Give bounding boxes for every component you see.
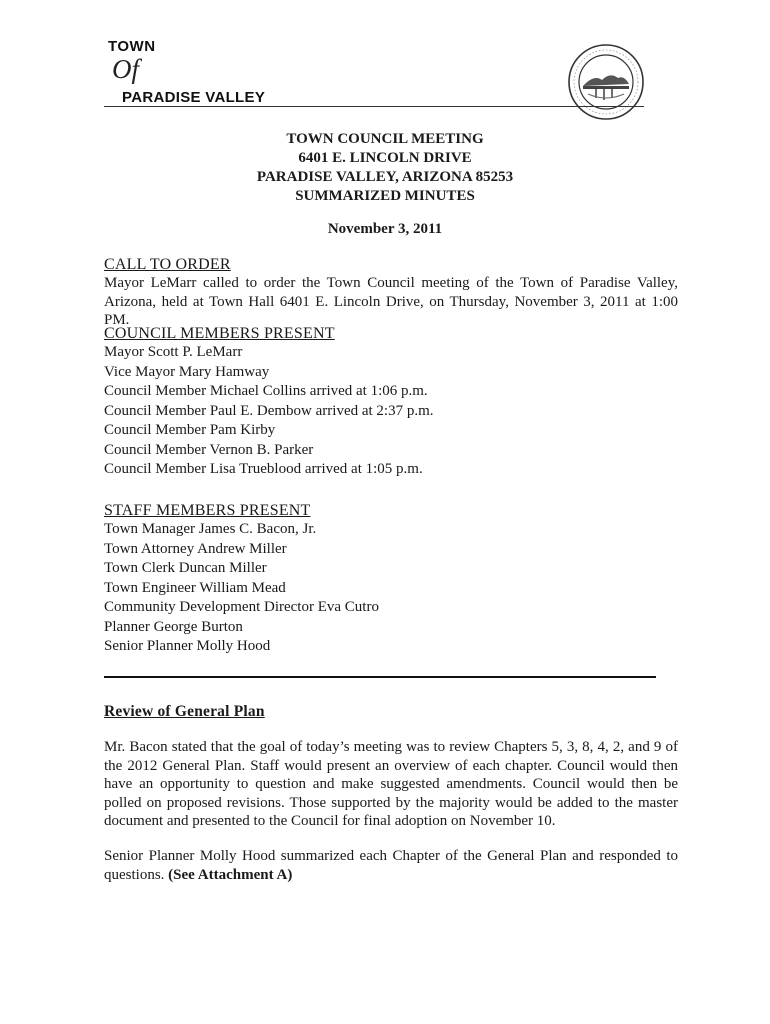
list-item: Council Member Lisa Trueblood arrived at 1:05 p.m. [104,461,423,477]
list-item: Council Member Pam Kirby [104,422,276,438]
list-item: Council Member Paul E. Dembow arrived at 2:37 p.m. [104,402,434,419]
letterhead-town: TOWN [108,38,156,55]
list-item: Vice Mayor Mary Hamway [104,363,270,380]
review-paragraph-2-text: Senior Planner Molly Hood summarized each Chapter of the General Plan and responded to questions. [104,848,678,883]
list-item: Community Development Director Eva Cutro [104,599,379,615]
list-item: Town Clerk Duncan Miller [104,560,267,576]
meeting-date: November 3, 2011 [327,221,443,237]
document-type: SUMMARIZED MINUTES [295,188,475,204]
list-item: Town Engineer William Mead [104,579,286,596]
meeting-title: TOWN COUNCIL MEETING [286,131,484,147]
staff-members-list [104,520,379,657]
list-item: Senior Planner Molly Hood [104,638,271,654]
letterhead-paradise-valley: PARADISE VALLEY [122,89,266,106]
meeting-title-block [0,130,770,206]
list-item: Planner George Burton [104,618,243,635]
letterhead-divider [104,106,644,107]
list-item: Council Member Vernon B. Parker [104,441,314,458]
council-members-heading: COUNCIL MEMBERS PRESENT [104,325,335,342]
call-to-order-heading: CALL TO ORDER [104,256,231,273]
attachment-reference: (See Attachment A) [168,866,293,883]
council-members-list [104,343,434,480]
list-item: Town Attorney Andrew Miller [104,540,287,557]
section-divider [104,676,656,678]
review-paragraph-1: Mr. Bacon stated that the goal of today’s meeting was to review Chapters 5, 3, 8, 4, 2, and 9 of the 2012 General Plan. Staff would present an overview of each chapter. Council would then have an opportunity to question and make suggested amendments. Council would then be polled on proposed revisions. Those supported by the majority would be added to the master document and presented to the Council for final adoption on November 10. [104,739,678,830]
staff-members-heading: STAFF MEMBERS PRESENT [104,502,311,519]
meeting-address: 6401 E. LINCOLN DRIVE [298,150,472,166]
list-item: Town Manager James C. Bacon, Jr. [104,521,317,537]
town-seal-icon [566,42,646,122]
list-item: Council Member Michael Collins arrived at 1:06 p.m. [104,383,428,399]
meeting-city: PARADISE VALLEY, ARIZONA 85253 [256,169,514,185]
review-general-plan-heading: Review of General Plan [104,703,265,720]
review-paragraph-2 [104,847,678,884]
letterhead-of: Of [112,54,139,84]
call-to-order-text: Mayor LeMarr called to order the Town Council meeting of the Town of Paradise Valley, Arizona, held at Town Hall 6401 E. Lincoln Drive, on Thursday, November 3, 2011 at 1:00 PM. [104,275,678,329]
list-item: Mayor Scott P. LeMarr [104,344,243,360]
